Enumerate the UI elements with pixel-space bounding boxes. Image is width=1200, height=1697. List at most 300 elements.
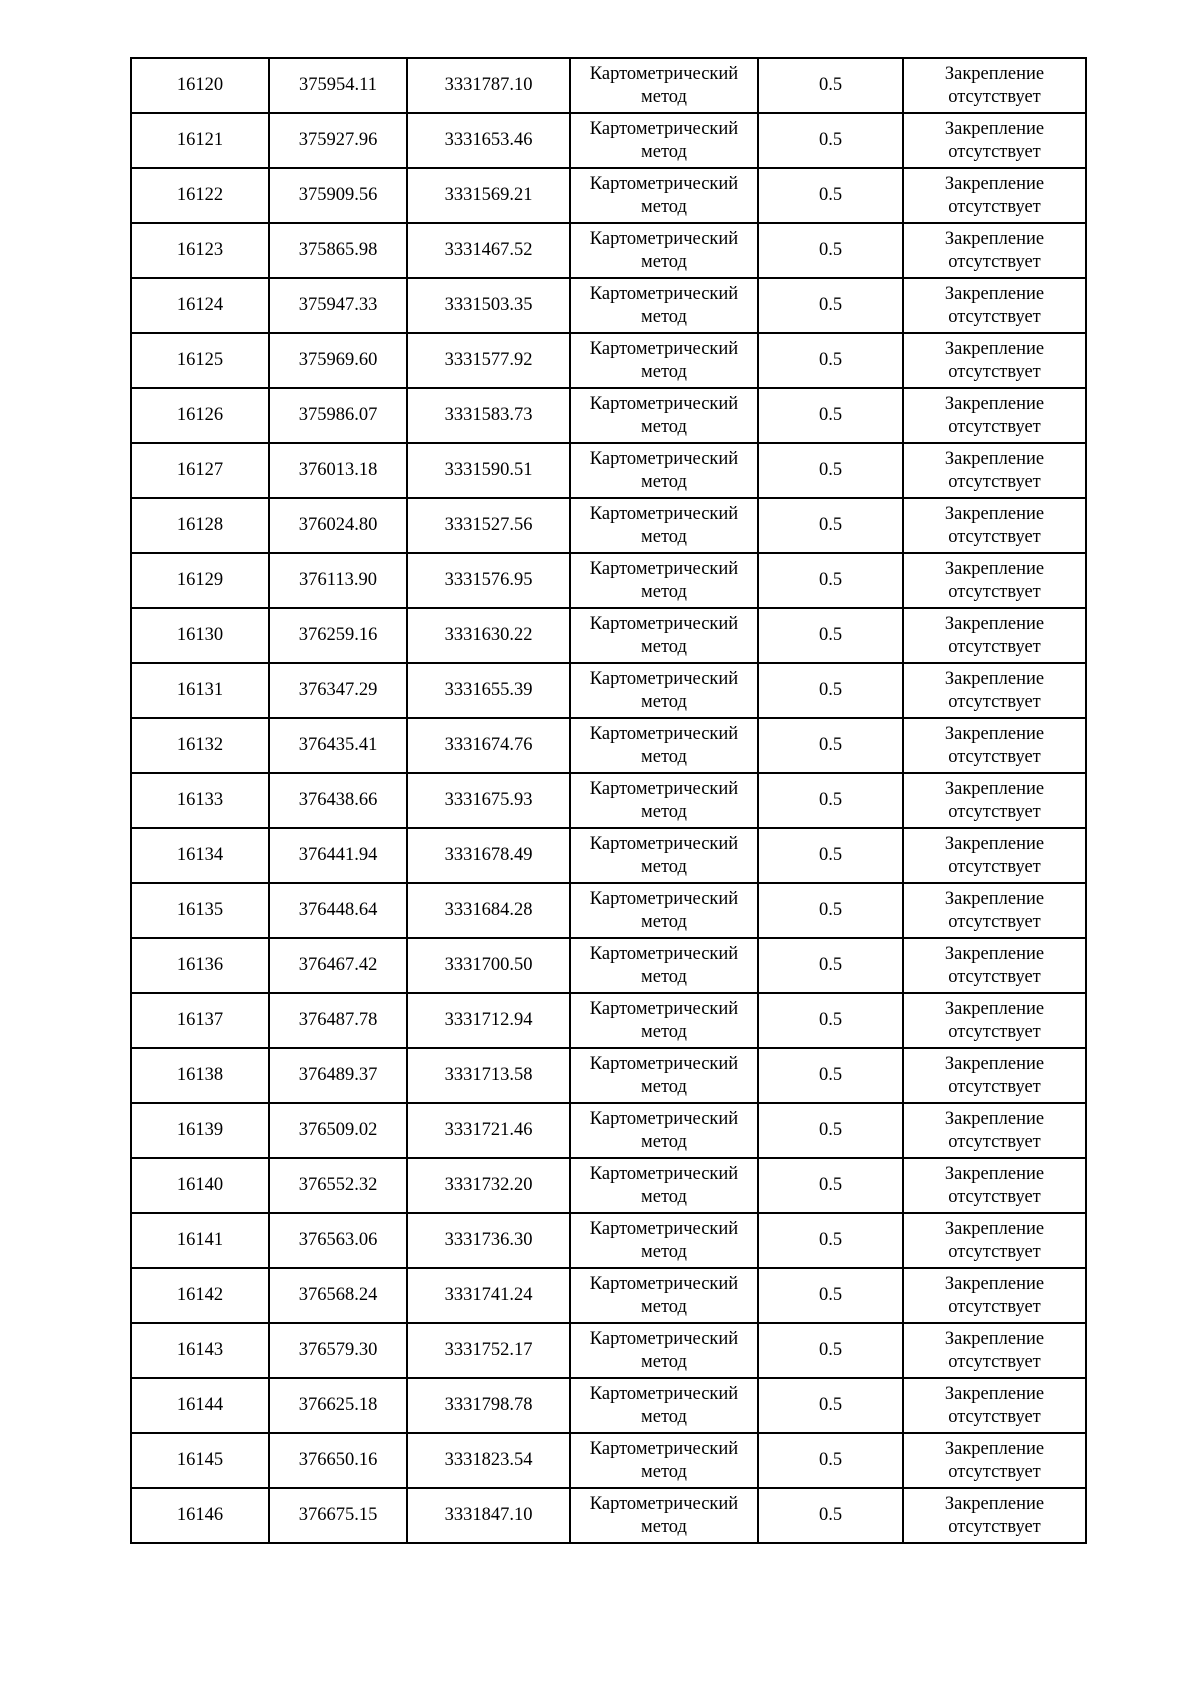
table-row [131, 1268, 1086, 1323]
method-cell [570, 498, 758, 553]
x-coordinate-cell-text: 375986.07 [298, 405, 378, 425]
accuracy-cell-text: 0.5 [818, 680, 843, 700]
table-row [131, 883, 1086, 938]
method-cell-text: Картометрический метод [589, 778, 739, 822]
x-coordinate-cell [269, 388, 407, 443]
table-row [131, 773, 1086, 828]
table-row [131, 553, 1086, 608]
y-coordinate-cell [407, 443, 570, 498]
x-coordinate-cell-text: 376563.06 [298, 1230, 378, 1250]
point-number-cell [131, 663, 269, 718]
y-coordinate-cell-text: 3331653.46 [444, 130, 533, 150]
y-coordinate-cell-text: 3331732.20 [444, 1175, 533, 1195]
y-coordinate-cell-text: 3331583.73 [444, 405, 533, 425]
accuracy-cell-text: 0.5 [818, 570, 843, 590]
x-coordinate-cell-text: 376435.41 [298, 735, 378, 755]
y-coordinate-cell-text: 3331741.24 [444, 1285, 533, 1305]
y-coordinate-cell-text: 3331736.30 [444, 1230, 533, 1250]
fixing-cell [903, 1378, 1086, 1433]
y-coordinate-cell-text: 3331787.10 [444, 75, 533, 95]
method-cell [570, 1323, 758, 1378]
x-coordinate-cell-text: 376579.30 [298, 1340, 378, 1360]
method-cell-text: Картометрический метод [589, 613, 739, 657]
method-cell-text: Картометрический метод [589, 118, 739, 162]
method-cell-text: Картометрический метод [589, 338, 739, 382]
x-coordinate-cell [269, 333, 407, 388]
y-coordinate-cell [407, 278, 570, 333]
fixing-cell-text: Закрепление отсутствует [944, 173, 1045, 217]
y-coordinate-cell [407, 1378, 570, 1433]
accuracy-cell [758, 443, 903, 498]
y-coordinate-cell-text: 3331700.50 [444, 955, 533, 975]
x-coordinate-cell [269, 1323, 407, 1378]
table-row [131, 828, 1086, 883]
point-number-cell-text: 16127 [176, 460, 224, 480]
fixing-cell-text: Закрепление отсутствует [944, 118, 1045, 162]
method-cell-text: Картометрический метод [589, 888, 739, 932]
accuracy-cell [758, 1158, 903, 1213]
point-number-cell [131, 388, 269, 443]
x-coordinate-cell-text: 376489.37 [298, 1065, 378, 1085]
method-cell [570, 993, 758, 1048]
y-coordinate-cell-text: 3331576.95 [444, 570, 533, 590]
fixing-cell-text: Закрепление отсутствует [944, 888, 1045, 932]
table-row [131, 1378, 1086, 1433]
method-cell-text: Картометрический метод [589, 1328, 739, 1372]
accuracy-cell [758, 1268, 903, 1323]
fixing-cell-text: Закрепление отсутствует [944, 448, 1045, 492]
point-number-cell [131, 443, 269, 498]
fixing-cell [903, 663, 1086, 718]
fixing-cell-text: Закрепление отсутствует [944, 833, 1045, 877]
y-coordinate-cell-text: 3331713.58 [444, 1065, 533, 1085]
accuracy-cell [758, 168, 903, 223]
x-coordinate-cell-text: 375927.96 [298, 130, 378, 150]
fixing-cell [903, 883, 1086, 938]
accuracy-cell [758, 1488, 903, 1543]
coordinates-table [130, 57, 1087, 1544]
method-cell [570, 388, 758, 443]
table-row [131, 718, 1086, 773]
y-coordinate-cell-text: 3331678.49 [444, 845, 533, 865]
x-coordinate-cell [269, 1268, 407, 1323]
method-cell [570, 938, 758, 993]
point-number-cell [131, 1213, 269, 1268]
accuracy-cell-text: 0.5 [818, 900, 843, 920]
point-number-cell-text: 16124 [176, 295, 224, 315]
y-coordinate-cell-text: 3331712.94 [444, 1010, 533, 1030]
method-cell-text: Картометрический метод [589, 1383, 739, 1427]
table-row [131, 1488, 1086, 1543]
y-coordinate-cell [407, 883, 570, 938]
point-number-cell-text: 16145 [176, 1450, 224, 1470]
fixing-cell [903, 1048, 1086, 1103]
method-cell [570, 1378, 758, 1433]
fixing-cell-text: Закрепление отсутствует [944, 943, 1045, 987]
point-number-cell [131, 553, 269, 608]
accuracy-cell [758, 1433, 903, 1488]
y-coordinate-cell-text: 3331674.76 [444, 735, 533, 755]
point-number-cell-text: 16140 [176, 1175, 224, 1195]
point-number-cell [131, 1378, 269, 1433]
accuracy-cell-text: 0.5 [818, 515, 843, 535]
x-coordinate-cell [269, 168, 407, 223]
fixing-cell-text: Закрепление отсутствует [944, 63, 1045, 107]
accuracy-cell-text: 0.5 [818, 625, 843, 645]
x-coordinate-cell-text: 376441.94 [298, 845, 378, 865]
x-coordinate-cell-text: 375947.33 [298, 295, 378, 315]
accuracy-cell-text: 0.5 [818, 75, 843, 95]
point-number-cell-text: 16136 [176, 955, 224, 975]
x-coordinate-cell [269, 553, 407, 608]
accuracy-cell-text: 0.5 [818, 1230, 843, 1250]
x-coordinate-cell [269, 773, 407, 828]
y-coordinate-cell [407, 993, 570, 1048]
point-number-cell [131, 1323, 269, 1378]
point-number-cell-text: 16125 [176, 350, 224, 370]
method-cell-text: Картометрический метод [589, 1438, 739, 1482]
point-number-cell-text: 16144 [176, 1395, 224, 1415]
method-cell [570, 443, 758, 498]
method-cell [570, 223, 758, 278]
accuracy-cell [758, 113, 903, 168]
fixing-cell-text: Закрепление отсутствует [944, 228, 1045, 272]
fixing-cell [903, 278, 1086, 333]
point-number-cell [131, 1158, 269, 1213]
accuracy-cell-text: 0.5 [818, 185, 843, 205]
method-cell [570, 1048, 758, 1103]
point-number-cell [131, 498, 269, 553]
method-cell [570, 1488, 758, 1543]
method-cell-text: Картометрический метод [589, 998, 739, 1042]
table-row [131, 938, 1086, 993]
y-coordinate-cell [407, 168, 570, 223]
accuracy-cell-text: 0.5 [818, 1450, 843, 1470]
y-coordinate-cell-text: 3331630.22 [444, 625, 533, 645]
accuracy-cell-text: 0.5 [818, 1285, 843, 1305]
point-number-cell-text: 16133 [176, 790, 224, 810]
accuracy-cell-text: 0.5 [818, 130, 843, 150]
point-number-cell-text: 16128 [176, 515, 224, 535]
method-cell-text: Картометрический метод [589, 558, 739, 602]
y-coordinate-cell [407, 1268, 570, 1323]
table-row [131, 1433, 1086, 1488]
fixing-cell-text: Закрепление отсутствует [944, 1218, 1045, 1262]
y-coordinate-cell [407, 223, 570, 278]
point-number-cell [131, 113, 269, 168]
fixing-cell [903, 1213, 1086, 1268]
accuracy-cell-text: 0.5 [818, 735, 843, 755]
x-coordinate-cell-text: 376675.15 [298, 1505, 378, 1525]
method-cell-text: Картометрический метод [589, 63, 739, 107]
method-cell-text: Картометрический метод [589, 1273, 739, 1317]
table-row [131, 223, 1086, 278]
point-number-cell [131, 1048, 269, 1103]
x-coordinate-cell-text: 376487.78 [298, 1010, 378, 1030]
point-number-cell [131, 883, 269, 938]
point-number-cell-text: 16141 [176, 1230, 224, 1250]
method-cell [570, 278, 758, 333]
method-cell-text: Картометрический метод [589, 1163, 739, 1207]
x-coordinate-cell [269, 828, 407, 883]
y-coordinate-cell-text: 3331527.56 [444, 515, 533, 535]
fixing-cell-text: Закрепление отсутствует [944, 1328, 1045, 1372]
x-coordinate-cell-text: 376568.24 [298, 1285, 378, 1305]
y-coordinate-cell [407, 1323, 570, 1378]
fixing-cell-text: Закрепление отсутствует [944, 338, 1045, 382]
accuracy-cell [758, 1213, 903, 1268]
y-coordinate-cell-text: 3331684.28 [444, 900, 533, 920]
method-cell-text: Картометрический метод [589, 283, 739, 327]
method-cell [570, 1268, 758, 1323]
point-number-cell [131, 1268, 269, 1323]
y-coordinate-cell [407, 773, 570, 828]
x-coordinate-cell [269, 1158, 407, 1213]
fixing-cell [903, 608, 1086, 663]
point-number-cell [131, 223, 269, 278]
accuracy-cell [758, 938, 903, 993]
accuracy-cell [758, 718, 903, 773]
point-number-cell [131, 1433, 269, 1488]
x-coordinate-cell-text: 376438.66 [298, 790, 378, 810]
accuracy-cell [758, 1378, 903, 1433]
method-cell [570, 58, 758, 113]
point-number-cell [131, 938, 269, 993]
accuracy-cell [758, 388, 903, 443]
x-coordinate-cell-text: 376259.16 [298, 625, 378, 645]
method-cell-text: Картометрический метод [589, 723, 739, 767]
y-coordinate-cell [407, 553, 570, 608]
point-number-cell-text: 16130 [176, 625, 224, 645]
fixing-cell [903, 993, 1086, 1048]
accuracy-cell-text: 0.5 [818, 845, 843, 865]
table-row [131, 278, 1086, 333]
x-coordinate-cell [269, 993, 407, 1048]
fixing-cell-text: Закрепление отсутствует [944, 723, 1045, 767]
table-row [131, 1323, 1086, 1378]
x-coordinate-cell-text: 376448.64 [298, 900, 378, 920]
method-cell-text: Картометрический метод [589, 503, 739, 547]
method-cell-text: Картометрический метод [589, 1218, 739, 1262]
method-cell [570, 1158, 758, 1213]
accuracy-cell-text: 0.5 [818, 1065, 843, 1085]
x-coordinate-cell-text: 376113.90 [299, 570, 377, 590]
y-coordinate-cell-text: 3331467.52 [444, 240, 533, 260]
y-coordinate-cell [407, 113, 570, 168]
method-cell-text: Картометрический метод [589, 943, 739, 987]
accuracy-cell [758, 333, 903, 388]
point-number-cell [131, 58, 269, 113]
y-coordinate-cell [407, 58, 570, 113]
method-cell-text: Картометрический метод [589, 1493, 739, 1537]
point-number-cell-text: 16138 [176, 1065, 224, 1085]
x-coordinate-cell-text: 376347.29 [298, 680, 378, 700]
fixing-cell [903, 113, 1086, 168]
table-row [131, 1158, 1086, 1213]
fixing-cell-text: Закрепление отсутствует [944, 778, 1045, 822]
method-cell-text: Картометрический метод [589, 1053, 739, 1097]
y-coordinate-cell-text: 3331823.54 [444, 1450, 533, 1470]
x-coordinate-cell-text: 375954.11 [299, 75, 377, 95]
fixing-cell [903, 828, 1086, 883]
x-coordinate-cell-text: 376467.42 [298, 955, 378, 975]
fixing-cell-text: Закрепление отсутствует [944, 1383, 1045, 1427]
table-row [131, 58, 1086, 113]
fixing-cell [903, 1433, 1086, 1488]
point-number-cell [131, 993, 269, 1048]
y-coordinate-cell [407, 1433, 570, 1488]
x-coordinate-cell [269, 1048, 407, 1103]
point-number-cell [131, 333, 269, 388]
y-coordinate-cell [407, 388, 570, 443]
table-row [131, 993, 1086, 1048]
table-row [131, 333, 1086, 388]
x-coordinate-cell-text: 376650.16 [298, 1450, 378, 1470]
fixing-cell-text: Закрепление отсутствует [944, 1493, 1045, 1537]
x-coordinate-cell [269, 1213, 407, 1268]
accuracy-cell [758, 993, 903, 1048]
point-number-cell-text: 16132 [176, 735, 224, 755]
x-coordinate-cell [269, 718, 407, 773]
fixing-cell [903, 773, 1086, 828]
point-number-cell-text: 16126 [176, 405, 224, 425]
table-row [131, 608, 1086, 663]
x-coordinate-cell-text: 375865.98 [298, 240, 378, 260]
accuracy-cell-text: 0.5 [818, 955, 843, 975]
point-number-cell-text: 16122 [176, 185, 224, 205]
fixing-cell [903, 168, 1086, 223]
fixing-cell-text: Закрепление отсутствует [944, 283, 1045, 327]
method-cell-text: Картометрический метод [589, 833, 739, 877]
fixing-cell [903, 1488, 1086, 1543]
fixing-cell [903, 58, 1086, 113]
point-number-cell-text: 16139 [176, 1120, 224, 1140]
fixing-cell-text: Закрепление отсутствует [944, 503, 1045, 547]
accuracy-cell [758, 278, 903, 333]
x-coordinate-cell-text: 375909.56 [298, 185, 378, 205]
x-coordinate-cell [269, 1378, 407, 1433]
accuracy-cell-text: 0.5 [818, 240, 843, 260]
y-coordinate-cell [407, 498, 570, 553]
method-cell [570, 553, 758, 608]
fixing-cell [903, 1323, 1086, 1378]
table-row [131, 1048, 1086, 1103]
y-coordinate-cell [407, 608, 570, 663]
accuracy-cell [758, 498, 903, 553]
method-cell-text: Картометрический метод [589, 668, 739, 712]
point-number-cell [131, 278, 269, 333]
accuracy-cell-text: 0.5 [818, 1505, 843, 1525]
point-number-cell-text: 16137 [176, 1010, 224, 1030]
table-row [131, 1103, 1086, 1158]
accuracy-cell [758, 1048, 903, 1103]
point-number-cell-text: 16146 [176, 1505, 224, 1525]
point-number-cell-text: 16129 [176, 570, 224, 590]
accuracy-cell [758, 883, 903, 938]
fixing-cell [903, 938, 1086, 993]
accuracy-cell-text: 0.5 [818, 790, 843, 810]
x-coordinate-cell [269, 938, 407, 993]
fixing-cell-text: Закрепление отсутствует [944, 393, 1045, 437]
accuracy-cell [758, 828, 903, 883]
y-coordinate-cell-text: 3331847.10 [444, 1505, 533, 1525]
fixing-cell [903, 223, 1086, 278]
fixing-cell [903, 388, 1086, 443]
y-coordinate-cell [407, 1103, 570, 1158]
point-number-cell [131, 773, 269, 828]
y-coordinate-cell [407, 1213, 570, 1268]
accuracy-cell-text: 0.5 [818, 1120, 843, 1140]
accuracy-cell [758, 663, 903, 718]
x-coordinate-cell [269, 278, 407, 333]
fixing-cell-text: Закрепление отсутствует [944, 998, 1045, 1042]
table-row [131, 443, 1086, 498]
method-cell [570, 1103, 758, 1158]
x-coordinate-cell [269, 608, 407, 663]
method-cell [570, 828, 758, 883]
y-coordinate-cell-text: 3331590.51 [444, 460, 533, 480]
method-cell [570, 168, 758, 223]
fixing-cell [903, 498, 1086, 553]
x-coordinate-cell [269, 113, 407, 168]
table-row [131, 168, 1086, 223]
method-cell [570, 333, 758, 388]
point-number-cell-text: 16142 [176, 1285, 224, 1305]
accuracy-cell [758, 1323, 903, 1378]
point-number-cell [131, 1103, 269, 1158]
x-coordinate-cell-text: 376625.18 [298, 1395, 378, 1415]
fixing-cell [903, 1103, 1086, 1158]
point-number-cell [131, 608, 269, 663]
x-coordinate-cell-text: 376552.32 [298, 1175, 378, 1195]
x-coordinate-cell [269, 663, 407, 718]
fixing-cell-text: Закрепление отсутствует [944, 1273, 1045, 1317]
fixing-cell [903, 333, 1086, 388]
y-coordinate-cell [407, 663, 570, 718]
accuracy-cell [758, 1103, 903, 1158]
method-cell [570, 608, 758, 663]
method-cell [570, 718, 758, 773]
method-cell-text: Картометрический метод [589, 228, 739, 272]
method-cell [570, 1213, 758, 1268]
point-number-cell-text: 16134 [176, 845, 224, 865]
table-body [131, 58, 1086, 1543]
method-cell [570, 883, 758, 938]
y-coordinate-cell-text: 3331798.78 [444, 1395, 533, 1415]
accuracy-cell [758, 608, 903, 663]
table-row [131, 498, 1086, 553]
point-number-cell-text: 16121 [176, 130, 224, 150]
fixing-cell-text: Закрепление отсутствует [944, 613, 1045, 657]
y-coordinate-cell-text: 3331577.92 [444, 350, 533, 370]
accuracy-cell [758, 58, 903, 113]
x-coordinate-cell [269, 1103, 407, 1158]
accuracy-cell-text: 0.5 [818, 460, 843, 480]
y-coordinate-cell-text: 3331655.39 [444, 680, 533, 700]
y-coordinate-cell [407, 1048, 570, 1103]
accuracy-cell-text: 0.5 [818, 1340, 843, 1360]
y-coordinate-cell [407, 333, 570, 388]
y-coordinate-cell-text: 3331752.17 [444, 1340, 533, 1360]
method-cell [570, 1433, 758, 1488]
accuracy-cell-text: 0.5 [818, 1010, 843, 1030]
y-coordinate-cell [407, 1488, 570, 1543]
fixing-cell-text: Закрепление отсутствует [944, 558, 1045, 602]
y-coordinate-cell [407, 938, 570, 993]
method-cell-text: Картометрический метод [589, 1108, 739, 1152]
fixing-cell [903, 718, 1086, 773]
point-number-cell [131, 828, 269, 883]
